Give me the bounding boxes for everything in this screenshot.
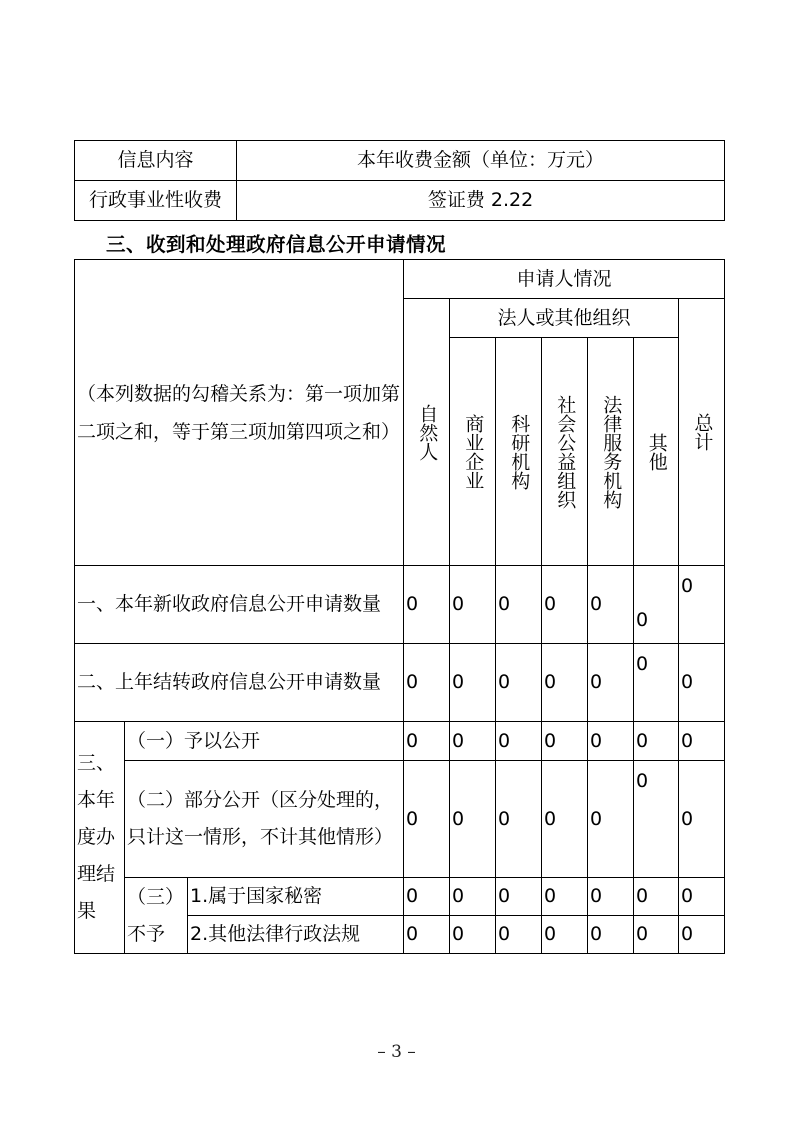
fee-table-header-row	[75, 141, 725, 181]
cell-value: 0	[588, 722, 634, 761]
cell-value: 0	[542, 761, 588, 878]
cell-value: 0	[450, 761, 496, 878]
fee-table	[74, 140, 725, 221]
cell-value: 0	[496, 722, 542, 761]
legal-person-header: 法人或其他组织	[450, 299, 679, 338]
cell-value: 0	[496, 916, 542, 954]
cell-value: 0	[496, 566, 542, 644]
col-header-research: 科研机构	[496, 338, 542, 566]
cell-value: 0	[404, 916, 450, 954]
row-label-not-disclosed: （三）不予	[125, 878, 188, 954]
cell-value: 0	[679, 916, 725, 954]
cell-value: 0	[588, 644, 634, 722]
cell-value: 0	[404, 722, 450, 761]
cell-value: 0	[588, 878, 634, 916]
section-heading: 三、收到和处理政府信息公开申请情况	[106, 233, 447, 256]
cell-value: 0	[679, 566, 725, 644]
row-label-other-laws: 2.其他法律行政法规	[188, 916, 404, 954]
fee-header-info-content: 信息内容	[75, 141, 237, 181]
cell-value: 0	[542, 566, 588, 644]
group-label-results: 三、本年度办理结果	[75, 722, 125, 954]
applicant-header: 申请人情况	[404, 260, 725, 299]
cell-value: 0	[588, 566, 634, 644]
cell-value: 0	[450, 878, 496, 916]
cell-value: 0	[450, 566, 496, 644]
stats-table	[74, 259, 725, 954]
cell-value: 0	[404, 761, 450, 878]
row-label-new-applications: 一、本年新收政府信息公开申请数量	[75, 566, 404, 644]
cell-value: 0	[450, 916, 496, 954]
cell-value: 0	[634, 878, 679, 916]
cell-value: 0	[404, 566, 450, 644]
fee-row-amount: 签证费 2.22	[237, 181, 725, 221]
cell-value: 0	[679, 878, 725, 916]
table-row	[75, 644, 725, 722]
page-number: – 3 –	[377, 1042, 416, 1062]
table-row	[75, 761, 725, 878]
row-label-state-secret: 1.属于国家秘密	[188, 878, 404, 916]
col-header-other: 其他	[634, 338, 679, 566]
cell-value: 0	[588, 761, 634, 878]
cell-value: 0	[404, 644, 450, 722]
col-header-public-welfare: 社会公益组织	[542, 338, 588, 566]
col-header-business: 商业企业	[450, 338, 496, 566]
cell-value: 0	[588, 916, 634, 954]
cell-value: 0	[634, 761, 679, 878]
fee-table-row	[75, 181, 725, 221]
cell-value: 0	[542, 916, 588, 954]
row-label-disclosed: （一）予以公开	[125, 722, 404, 761]
table-row	[75, 878, 725, 916]
cell-value: 0	[496, 878, 542, 916]
col-header-natural-person: 自然人	[404, 299, 450, 566]
col-header-total: 总计	[679, 299, 725, 566]
cell-value: 0	[496, 644, 542, 722]
row-label-carried-over: 二、上年结转政府信息公开申请数量	[75, 644, 404, 722]
cell-value: 0	[450, 722, 496, 761]
table-row	[75, 722, 725, 761]
row-label-partially-disclosed: （二）部分公开（区分处理的，只计这一情形，不计其他情形）	[125, 761, 404, 878]
cell-value: 0	[542, 878, 588, 916]
cell-value: 0	[634, 722, 679, 761]
cell-value: 0	[634, 644, 679, 722]
cell-value: 0	[679, 644, 725, 722]
fee-header-amount: 本年收费金额（单位：万元）	[237, 141, 725, 181]
stats-note: （本列数据的勾稽关系为：第一项加第二项之和，等于第三项加第四项之和）	[75, 260, 404, 566]
cell-value: 0	[679, 722, 725, 761]
cell-value: 0	[679, 761, 725, 878]
col-header-legal-service: 法律服务机构	[588, 338, 634, 566]
cell-value: 0	[404, 878, 450, 916]
cell-value: 0	[634, 916, 679, 954]
fee-row-category: 行政事业性收费	[75, 181, 237, 221]
cell-value: 0	[542, 644, 588, 722]
table-row	[75, 566, 725, 644]
cell-value: 0	[496, 761, 542, 878]
cell-value: 0	[542, 722, 588, 761]
cell-value: 0	[450, 644, 496, 722]
cell-value: 0	[634, 566, 679, 644]
